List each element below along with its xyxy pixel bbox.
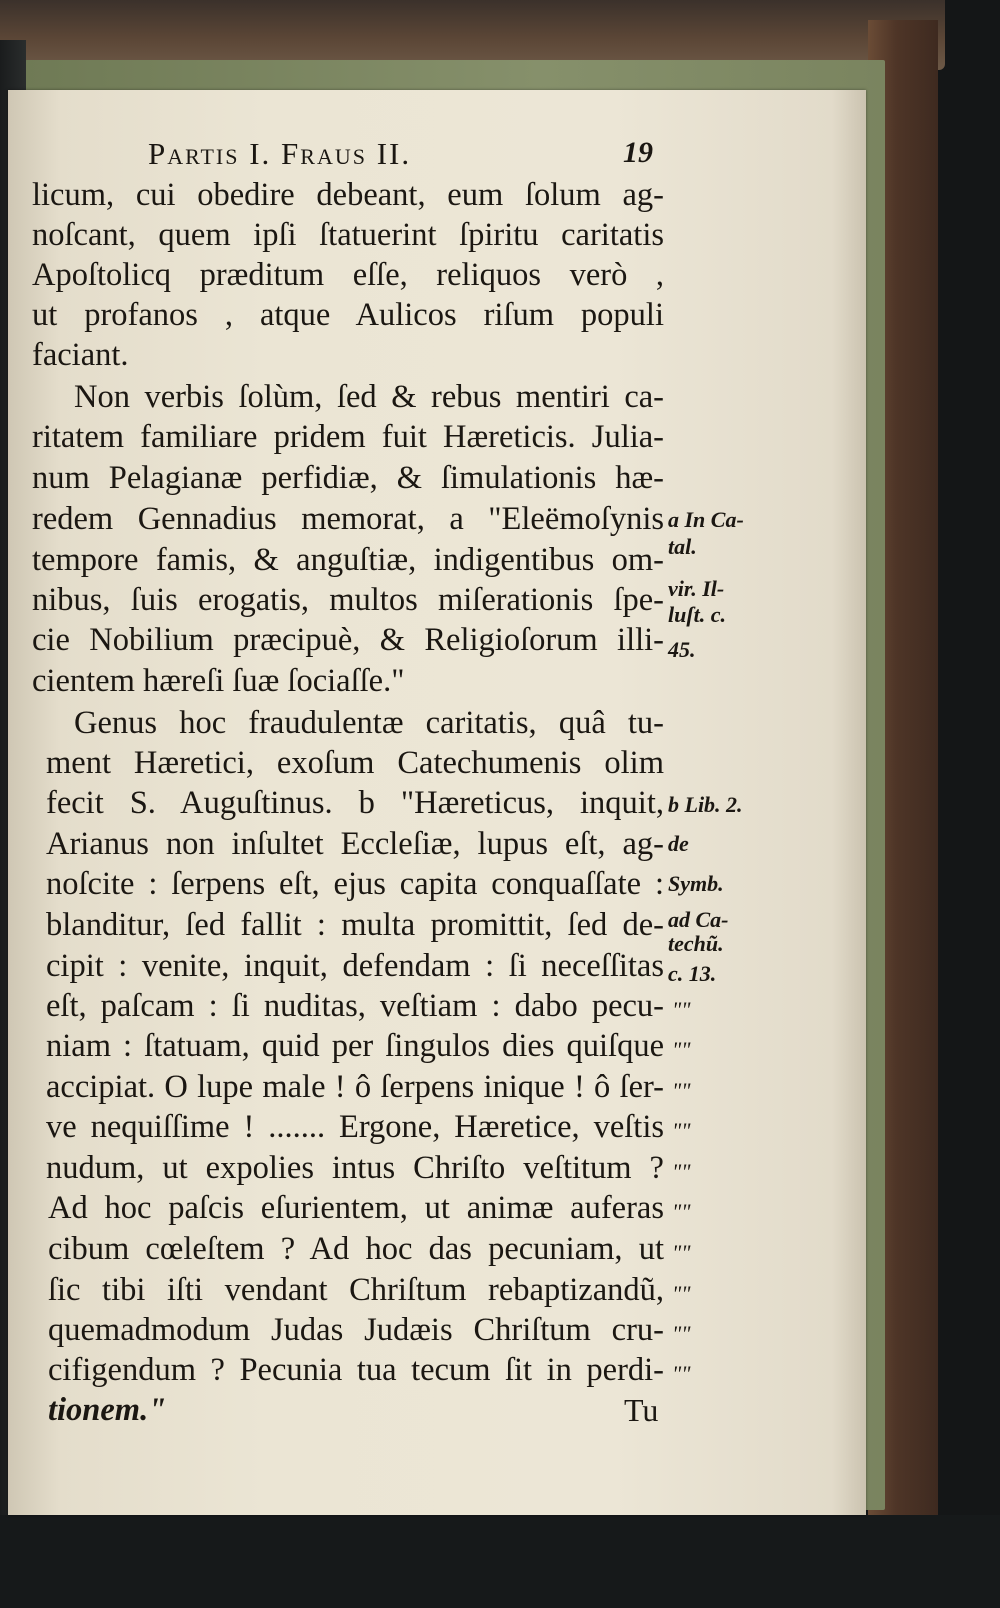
margin-note: de <box>668 831 689 856</box>
text-line: licum, cui obedire debeant, eum ſolum ag- <box>32 177 664 213</box>
text-line: redem Gennadius memorat, a "Eleëmoſynis <box>32 501 664 537</box>
background-below-book <box>0 1515 1000 1608</box>
running-title: Partis I. Fraus II. <box>148 136 412 171</box>
text-line: cie Nobilium præcipuè, & Religioſorum illi- <box>32 622 664 658</box>
text-line: num Pelagianæ perfidiæ, & ſimulationis hæ- <box>32 460 664 496</box>
text-line: blanditur, ſed fallit : multa promittit, ſed de- <box>46 907 664 943</box>
text-line: ritatem familiare pridem fuit Hæreticis. Julia- <box>32 419 664 455</box>
text-line: cientem hæreſi ſuæ ſociaſſe." <box>32 663 405 699</box>
text-line: ut profanos , atque Aulicos riſum populi <box>32 297 664 333</box>
text-line: cifigendum ? Pecunia tua tecum ſit in perdi- <box>48 1352 664 1388</box>
text-line: ſic tibi iſti vendant Chriſtum rebaptizandũ, <box>48 1272 664 1308</box>
text-line: Non verbis ſolùm, ſed & rebus mentiri ca- <box>74 379 664 415</box>
text-line: nudum, ut expolies intus Chriſto veſtitum ? <box>46 1150 664 1186</box>
quote-mark: "" <box>672 1240 691 1265</box>
text-line: fecit S. Auguſtinus. b "Hæreticus, inquit, <box>46 785 664 821</box>
quote-mark: "" <box>672 1037 691 1062</box>
quote-mark: "" <box>672 1078 691 1103</box>
quote-mark: "" <box>672 1199 691 1224</box>
text-line: Apoſtolicq præditum eſſe, reliquos verò , <box>32 257 664 293</box>
text-line: ment Hæretici, exoſum Catechumenis olim <box>46 745 664 781</box>
text-line: ve nequiſſime ! ....... Ergone, Hæretice, veſtis <box>46 1109 664 1145</box>
margin-note: b Lib. 2. <box>668 792 743 817</box>
text-line: quemadmodum Judas Judæis Chriſtum cru- <box>48 1312 664 1348</box>
text-line: cipit : venite, inquit, defendam : ſi neceſſitas <box>46 948 664 984</box>
quote-mark: "" <box>672 1118 691 1143</box>
margin-note: luſt. c. <box>668 602 727 627</box>
text-line: nibus, ſuis erogatis, multos miſerationis ſpe- <box>32 582 664 618</box>
quote-mark: "" <box>672 997 691 1022</box>
text-line: tionem." <box>48 1392 167 1428</box>
quote-mark: "" <box>672 1321 691 1346</box>
text-line: noſcite : ſerpens eſt, ejus capita conquaſſate : <box>46 866 664 902</box>
text-line: Genus hoc fraudulentæ caritatis, quâ tu- <box>74 705 664 741</box>
page-number: 19 <box>623 136 653 169</box>
catchword: Tu <box>624 1392 659 1428</box>
margin-note: ad Ca- <box>668 907 729 932</box>
page-text <box>8 90 866 1515</box>
quote-mark: "" <box>672 1159 691 1184</box>
text-line: noſcant, quem ipſi ſtatuerint ſpiritu caritatis <box>32 217 664 253</box>
margin-note: vir. Il- <box>668 576 725 601</box>
text-line: niam : ſtatuam, quid per ſingulos dies quiſque <box>46 1028 664 1064</box>
text-line: faciant. <box>32 337 129 373</box>
text-line: eſt, paſcam : ſi nuditas, veſtiam : dabo pecu- <box>46 988 664 1024</box>
margin-note: a In Ca- <box>668 507 744 532</box>
text-line: tempore famis, & anguſtiæ, indigentibus om- <box>32 542 664 578</box>
text-line: accipiat. O lupe male ! ô ſerpens inique ! ô ſer- <box>46 1069 664 1105</box>
quote-mark: "" <box>672 1281 691 1306</box>
margin-note: Symb. <box>668 871 724 896</box>
text-line: cibum cœleſtem ? Ad hoc das pecuniam, ut <box>48 1231 664 1267</box>
book-page <box>8 90 866 1515</box>
margin-note: tal. <box>668 534 697 559</box>
text-line: Arianus non inſultet Eccleſiæ, lupus eſt, ag- <box>46 826 664 862</box>
margin-note: techũ. <box>668 931 724 956</box>
margin-note: 45. <box>668 637 696 662</box>
quote-mark: "" <box>672 1361 691 1386</box>
text-line: Ad hoc paſcis eſurientem, ut animæ auferas <box>48 1190 664 1226</box>
margin-note: c. 13. <box>668 961 717 986</box>
